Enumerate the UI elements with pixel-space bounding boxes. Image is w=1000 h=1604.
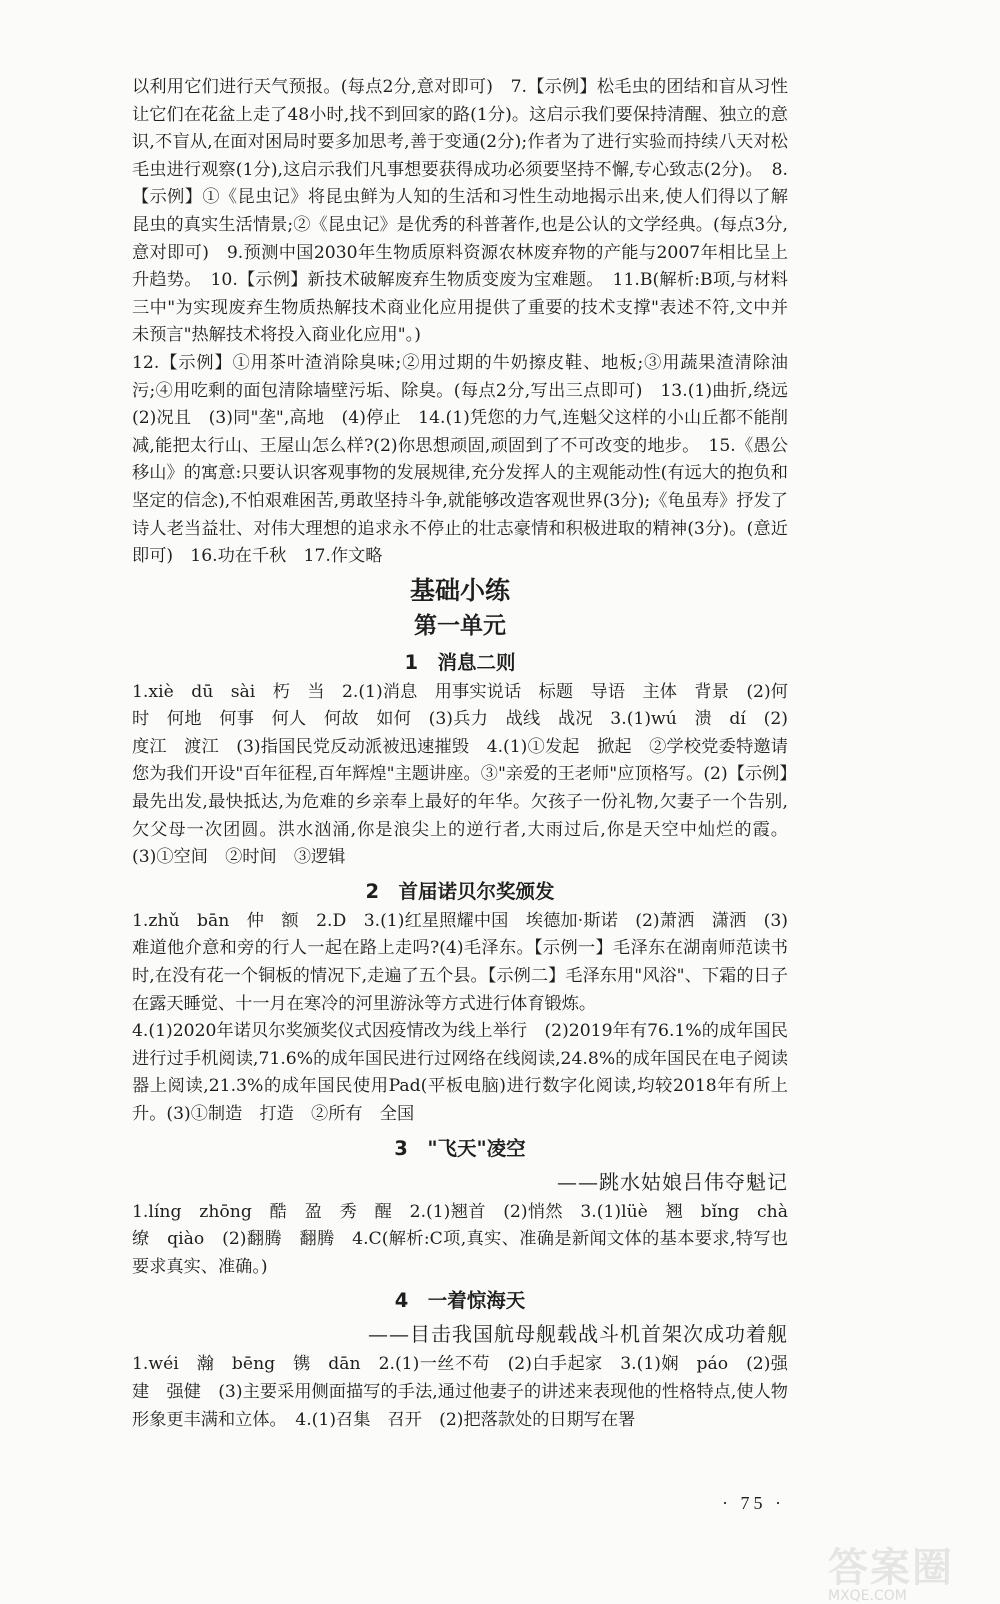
watermark-logo: [828, 1545, 988, 1604]
lesson-3-subtitle: ——跳水姑娘吕伟夺魁记: [557, 1169, 788, 1194]
lesson-2-answers-q4: 4.(1)2020年诺贝尔奖颁奖仪式因疫情改为线上举行 (2)2019年有76.1%的成年国民进行过手机阅读,71.6%的成年国民进行过网络在线阅读,24.8%的成年国民在电子阅读器上阅读,21.3%的成年国民使用Pad(平板电脑)进行数字化阅读,均较2018年有所上升。(3)①制造 打造 ②所有 全国: [132, 1021, 788, 1124]
watermark-url: MXQE.COM: [828, 1588, 907, 1604]
unit-title: 第一单元: [414, 612, 506, 639]
page-number: · 75 ·: [722, 1493, 785, 1513]
lesson-2-answers: 1.zhǔ bān 仲 额 2.D 3.(1)红星照耀中国 埃德加·斯诺 (2)萧洒 潇洒 (3)难道他介意和旁的行人一起在路上走吗?(4)毛泽东。【示例一】毛泽东在湖南师范读书时,在没有花一个铜板的情况下,走遍了五个县。【示例二】毛泽东用"风浴"、下霜的日子在露天睡觉、十一月在寒冷的河里游泳等方式进行体育锻炼。: [132, 910, 788, 1014]
lesson-1-answers: 1.xiè dū sài 朽 当 2.(1)消息 用事实说话 标题 导语 主体 背景 (2)何时 何地 何事 何人 何故 如何 (3)兵力 战线 战况 3.(1)wú 溃 dí (2)度江 渡江 (3)指国民党反动派被迅速摧毁 4.(1)①发起 掀起 ②学校党委特邀请您为我们开设"百年征程,百年辉煌"主题讲座。③"亲爱的王老师"应顶格写。(2)【示例】最先出发,最快抵达,为危难的乡亲奉上最好的年华。欠孩子一份礼物,欠妻子一个告别,欠父母一次团圆。洪水汹涌,你是浪尖上的逆行者,大雨过后,你是天空中灿烂的霞。(3)①空间 ②时间 ③逻辑: [132, 681, 788, 868]
lesson-2-title: 2 首届诺贝尔奖颁发: [365, 879, 555, 903]
lesson-4-subtitle: ——目击我国航母舰载战斗机首架次成功着舰: [368, 1322, 788, 1347]
lesson-3-answers: 1.líng zhōng 酷 盈 秀 醒 2.(1)翘首 (2)悄然 3.(1)lüè 翘 bǐng chà 缭 qiào (2)翻腾 翻腾 4.C(解析:C项,真实、准确是新闻文体的基本要求,特写也要求真实、准确。): [132, 1201, 806, 1277]
section-title: 基础小练: [409, 575, 510, 605]
lesson-4-title: 4 一着惊海天: [394, 1289, 526, 1313]
lesson-4-answers: 1.wéi 瀚 bēng 镌 dān 2.(1)一丝不苟 (2)白手起家 3.(1)娴 páo (2)强建 强健 (3)主要采用侧面描写的手法,通过他妻子的讲述来表现他的性格特点,使人物形象更丰满和立体。 4.(1)召集 召开 (2)把落款处的日期写在署: [132, 1354, 788, 1430]
answers-paragraph-1: 以利用它们进行天气预报。(每点2分,意对即可) 7.【示例】松毛虫的团结和盲从习性让它们在花盆上走了48小时,找不到回家的路(1分)。这启示我们要保持清醒、独立的意识,不盲从,在面对困局时要多加思考,善于变通(2分);作者为了进行实验而持续八天对松毛虫进行观察(1分),这启示我们凡事想要获得成功必须要坚持不懈,专心致志(2分)。 8.【示例】①《昆虫记》将昆虫鲜为人知的生活和习性生动地揭示出来,使人们得以了解昆虫的真实生活情景;②《昆虫记》是优秀的科普著作,也是公认的文学经典。(每点3分,意对即可) 9.预测中国2030年生物质原料资源农林废弃物的产能与2007年相比呈上升趋势。 10.【示例】新技术破解废弃生物质变废为宝难题。 11.B(解析:B项,与材料三中"为实现废弃生物质热解技术商业化应用提供了重要的技术支撑"表述不符,文中并未预言"热解技术将投入商业化应用"。): [132, 77, 788, 346]
answers-paragraph-2: 12.【示例】①用茶叶渣消除臭味;②用过期的牛奶擦皮鞋、地板;③用蔬果渣清除油污;④用吃剩的面包清除墙壁污垢、除臭。(每点2分,写出三点即可) 13.(1)曲折,绕远 (2)况且 (3)同"垄",高地 (4)停止 14.(1)凭您的力气,连魁父这样的小山丘都不能削减,能把太行山、王屋山怎么样?(2)你思想顽固,顽固到了不可改变的地步。 15.《愚公移山》的寓意:只要认识客观事物的发展规律,充分发挥人的主观能动性(有远大的抱负和坚定的信念),不怕艰难困苦,勇敢坚持斗争,就能够改造客观世界(3分);《龟虽寿》抒发了诗人老当益壮、对伟大理想的追求永不停止的壮志豪情和积极进取的精神(3分)。(意近即可) 16.功在千秋 17.作文略: [132, 352, 806, 567]
lesson-3-title: 3 "飞天"凌空: [394, 1136, 526, 1160]
watermark-logo-text: 答案圈: [828, 1545, 954, 1591]
answer-page: [132, 74, 806, 1434]
lesson-1-title: 1 消息二则: [404, 650, 516, 674]
